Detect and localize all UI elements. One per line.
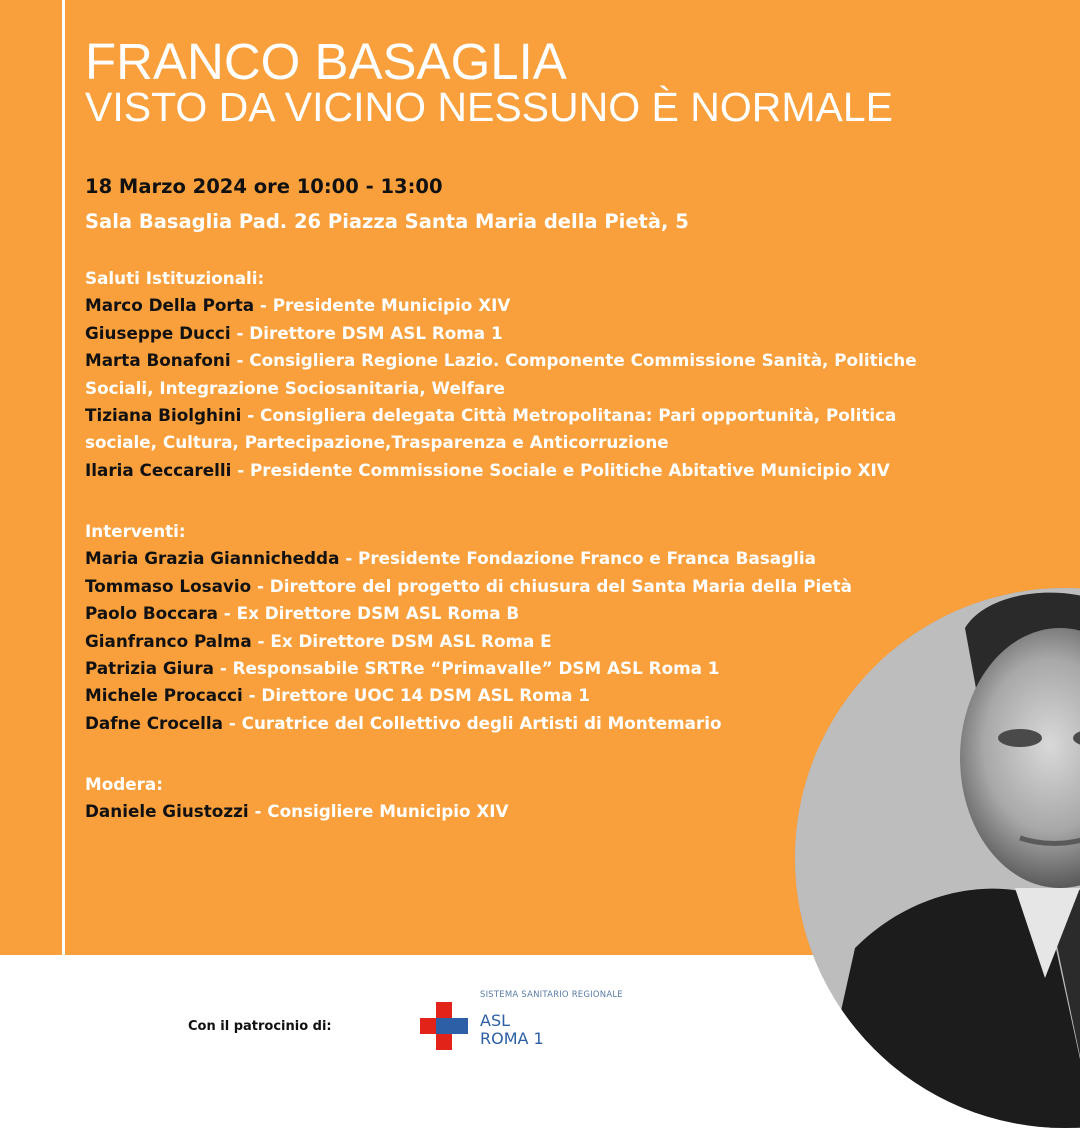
red-blue-cross-icon	[420, 1002, 468, 1050]
speaker-role: - Presidente Fondazione Franco e Franca Basaglia	[345, 548, 816, 569]
speaker-name: Dafne Crocella	[85, 712, 224, 733]
patrocinio-label: Con il patrocinio di:	[188, 1019, 332, 1034]
logo-asl-label: ASL	[480, 1011, 511, 1030]
event-date: 18 Marzo 2024 ore 10:00 - 13:00	[85, 175, 443, 198]
speaker-name: Tommaso Losavio	[85, 575, 252, 596]
speaker-role: - Ex Direttore DSM ASL Roma E	[251, 630, 552, 651]
list-item	[85, 457, 1005, 484]
vertical-divider	[62, 0, 65, 955]
speaker-role: Sociali, Integrazione Sociosanitaria, Welfare	[85, 377, 505, 398]
speaker-role: - Responsabile SRTRe “Primavalle” DSM ASL Roma 1	[213, 658, 720, 679]
list-item	[85, 320, 1005, 347]
list-item	[85, 375, 1005, 402]
speaker-role: - Presidente Municipio XIV	[254, 295, 511, 316]
list-item	[85, 292, 1005, 319]
list-item	[85, 347, 1005, 374]
speaker-name: Marco Della Porta	[85, 295, 255, 316]
interventi-heading: Interventi:	[85, 521, 186, 541]
speaker-role: - Ex Direttore DSM ASL Roma B	[217, 603, 520, 624]
speaker-name: Daniele Giustozzi	[85, 801, 249, 822]
list-item	[85, 600, 1005, 627]
logo-system-label: SISTEMA SANITARIO REGIONALE	[480, 990, 623, 1000]
title-line-1: FRANCO BASAGLIA	[85, 33, 567, 90]
list-item	[85, 429, 1005, 456]
speaker-name: Paolo Boccara	[85, 603, 218, 624]
speaker-name: Patrizia Giura	[85, 658, 214, 679]
speaker-name: Giuseppe Ducci	[85, 322, 231, 343]
event-place: Sala Basaglia Pad. 26 Piazza Santa Maria della Pietà, 5	[85, 210, 689, 233]
speaker-name: Tiziana Biolghini	[85, 405, 242, 426]
speaker-role: - Consigliera Regione Lazio. Componente Commissione Sanità, Politiche	[230, 350, 917, 371]
speaker-role: - Curatrice del Collettivo degli Artisti di Montemario	[223, 712, 722, 733]
list-item	[85, 628, 1005, 655]
list-item	[85, 402, 1005, 429]
speaker-name: Gianfranco Palma	[85, 630, 252, 651]
list-item	[85, 545, 1005, 572]
saluti-heading: Saluti Istituzionali:	[85, 268, 265, 288]
speaker-name: Marta Bonafoni	[85, 350, 231, 371]
list-item	[85, 573, 1005, 600]
speaker-role: - Consigliera delegata Città Metropolitana: Pari opportunità, Politica	[241, 405, 897, 426]
speaker-role: - Consigliere Municipio XIV	[248, 801, 509, 822]
speaker-role: - Direttore UOC 14 DSM ASL Roma 1	[242, 685, 590, 706]
speaker-role: - Presidente Commissione Sociale e Politiche Abitative Municipio XIV	[231, 459, 890, 480]
modera-heading: Modera:	[85, 774, 163, 794]
speaker-name: Michele Procacci	[85, 685, 243, 706]
logo-roma-label: ROMA 1	[480, 1029, 544, 1048]
speaker-role: - Direttore DSM ASL Roma 1	[230, 322, 503, 343]
speaker-name: Ilaria Ceccarelli	[85, 459, 232, 480]
title-line-2: VISTO DA VICINO NESSUNO È NORMALE	[85, 84, 894, 130]
speaker-role: - Direttore del progetto di chiusura del Santa Maria della Pietà	[251, 575, 853, 596]
speaker-name: Maria Grazia Giannichedda	[85, 548, 346, 569]
saluti-section	[85, 265, 1005, 484]
speaker-role: sociale, Cultura, Partecipazione,Trasparenza e Anticorruzione	[85, 432, 669, 453]
asl-roma1-logo	[420, 990, 640, 1052]
